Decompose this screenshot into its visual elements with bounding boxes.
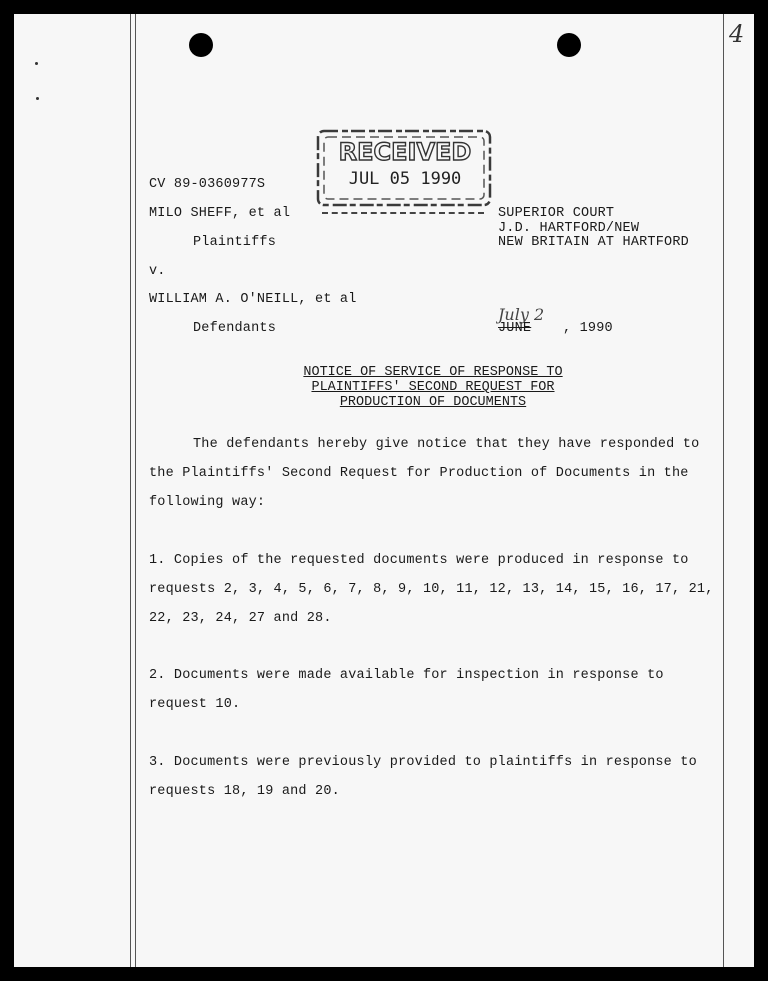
caption-divider [322,212,484,214]
stamp-word: RECEIVED [338,138,472,166]
title-line: PLAINTIFFS' SECOND REQUEST FOR [311,380,555,395]
handwritten-text: July 2 [498,305,545,324]
page-number: 4 [729,20,745,48]
plaintiff-role: Plaintiffs [193,235,277,250]
court-block [498,207,689,251]
versus: v. [149,264,166,279]
title-line: NOTICE OF SERVICE OF RESPONSE TO [303,365,563,380]
speck [35,62,38,65]
document-title [270,365,596,410]
plaintiff-name: MILO SHEFF, et al [149,206,291,221]
list-item: 2. Documents were made available for inspection in response to request 10. [149,668,664,712]
defendant-name: WILLIAM A. O'NEILL, et al [149,292,357,307]
date-year: , 1990 [563,321,613,336]
defendant-role: Defendants [193,321,277,336]
margin-line [135,14,136,967]
margin-line [723,14,724,967]
margin-line [130,14,131,967]
list-item: 1. Copies of the requested documents were produced in response to requests 2, 3, 4, 5, 6, 7, 8, 9, 10, 11, 12, 13, 14, 15, 16, 17, 21, 22, 23, 24, 27 and 28. [149,553,714,626]
intro-paragraph: The defendants hereby give notice that they have responded to the Plaintiffs' Second Request for Production of Documents in the following way: [149,437,700,510]
stamp-date: JUL 05 1990 [348,169,462,189]
court-line: NEW BRITAIN AT HARTFORD [498,235,689,250]
case-number: CV 89-0360977S [149,177,266,192]
list-item: 3. Documents were previously provided to plaintiffs in response to requests 18, 19 and 20. [149,755,697,799]
punch-hole [557,33,581,57]
received-stamp [316,128,494,210]
court-line: SUPERIOR COURT [498,206,615,221]
struck-month: JUNE [498,321,532,336]
punch-hole [189,33,213,57]
title-line: PRODUCTION OF DOCUMENTS [339,395,527,410]
court-line: J.D. HARTFORD/NEW [498,220,640,236]
speck [36,97,39,100]
